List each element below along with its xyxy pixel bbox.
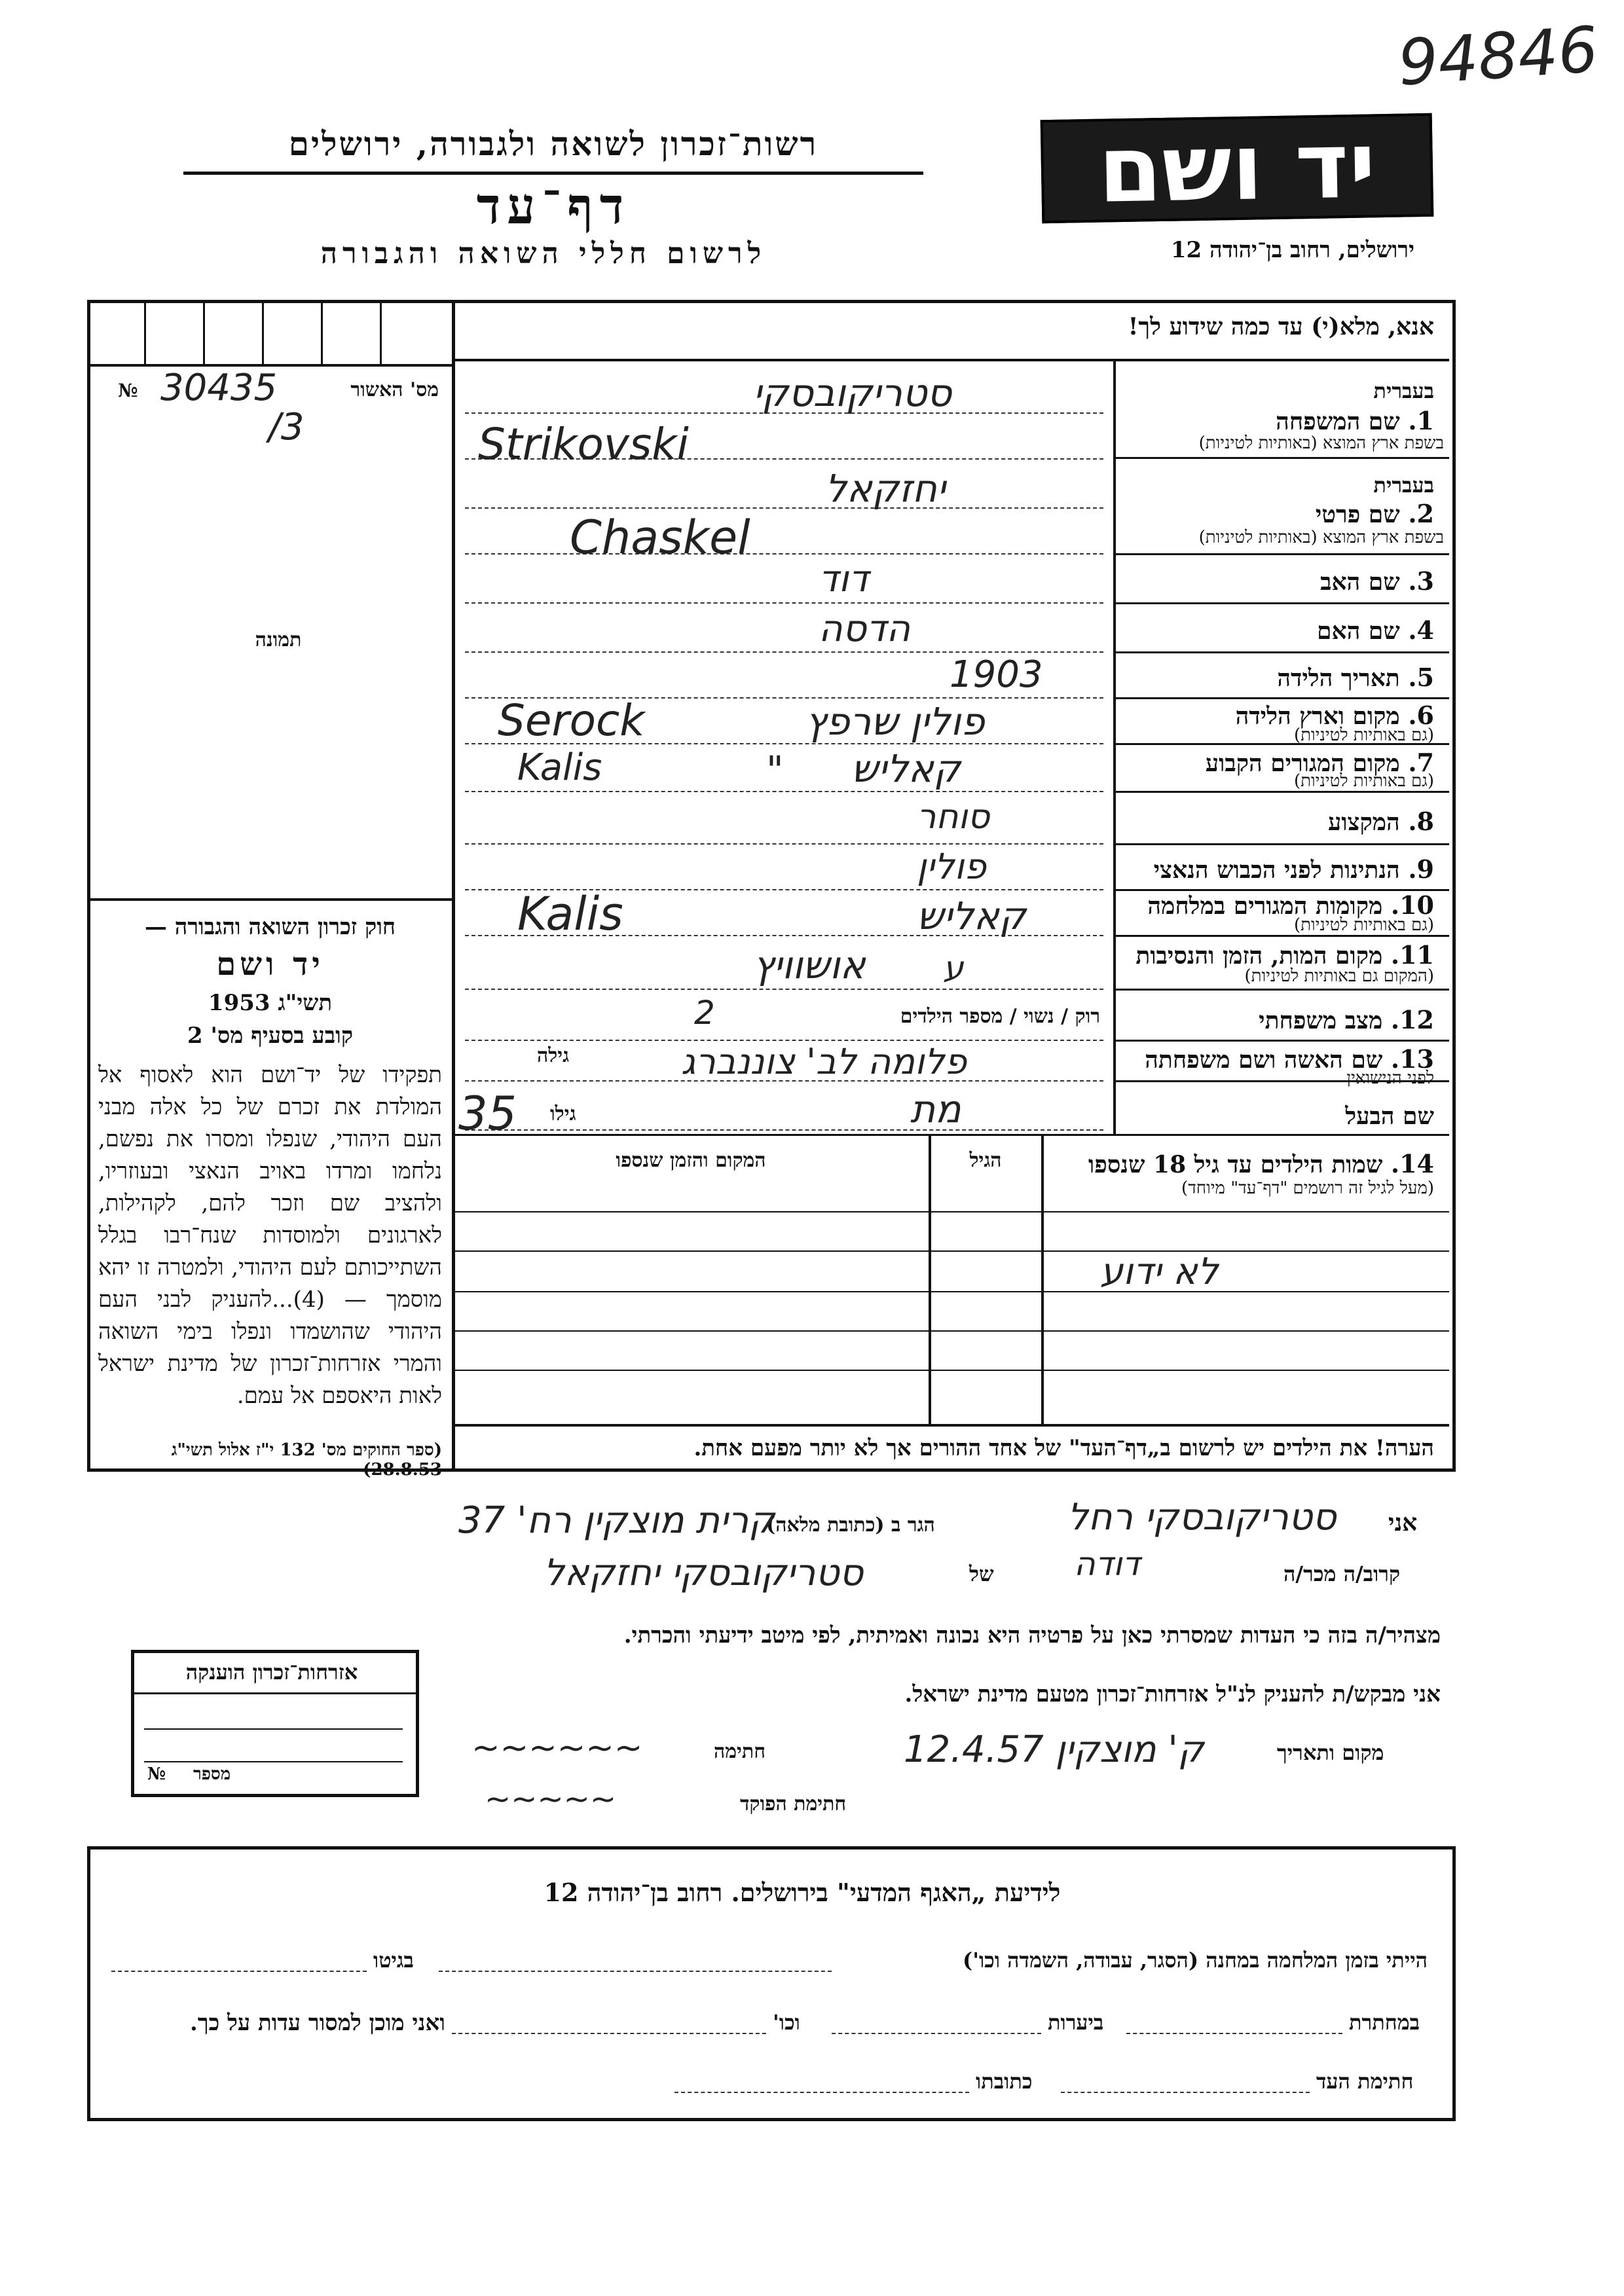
- field-11-label-text: מקום המות, הזמן והנסיבות: [1135, 942, 1383, 970]
- field-husband-age-value[interactable]: 35: [458, 1087, 517, 1140]
- field-3-label-text: שם האב: [1320, 568, 1400, 596]
- field-6-number: 6.: [1408, 701, 1434, 730]
- field-11-value-prefix: ע: [943, 949, 964, 987]
- field-1-value-hebrew[interactable]: סטריקובסקי: [753, 371, 952, 415]
- field-husband-age-label: גילו: [550, 1102, 576, 1125]
- field-8-value[interactable]: סוחר: [917, 797, 990, 837]
- signature-value[interactable]: ~~~~~~: [471, 1728, 643, 1768]
- authority-name: רשות־זכרון לשואה ולגבורה, ירושלים: [288, 124, 819, 163]
- field-1-label-text: שם המשפחה: [1276, 408, 1400, 435]
- declaration-relation-value[interactable]: דודה: [1074, 1545, 1140, 1583]
- field-13-label-text: שם האשה ושם משפחתה: [1145, 1046, 1383, 1074]
- declaration-declarant-name[interactable]: סטריקובסקי רחל: [1067, 1496, 1337, 1539]
- yad-vashem-logo: יד ושם: [1041, 113, 1434, 223]
- photo-label: תמונה: [255, 629, 302, 651]
- field-12-number: 12.: [1390, 1005, 1434, 1034]
- field-9-label-text: הנתינות לפני הכבוש הנאצי: [1153, 856, 1400, 884]
- field-6-value[interactable]: פולין שרפץ: [805, 699, 985, 744]
- field-3-number: 3.: [1408, 566, 1434, 596]
- field-10-value-latin[interactable]: Kalis: [517, 887, 623, 941]
- place-date-value[interactable]: ק' מוצקין 12.4.57: [904, 1728, 1204, 1771]
- declaration-address-label: הגר ב (כתובת מלאה): [766, 1514, 935, 1537]
- field-10-label-text: מקומות המגורים במלחמה: [1147, 892, 1383, 920]
- field-8-label-text: המקצוע: [1328, 809, 1400, 836]
- bottom-etc: וכו': [773, 2010, 800, 2035]
- field-11-value[interactable]: אושוויץ: [753, 943, 866, 987]
- field-2-label: [1316, 499, 1434, 528]
- field-1-number: 1.: [1408, 406, 1434, 435]
- field-3-value[interactable]: דוד: [819, 558, 869, 600]
- bottom-address: כתובתו: [976, 2069, 1033, 2094]
- field-husband-label: [1345, 1102, 1434, 1130]
- field-1-side: בעברית: [1373, 378, 1434, 403]
- children-value[interactable]: לא ידוע: [1100, 1250, 1219, 1293]
- field-11-number: 11.: [1390, 940, 1434, 970]
- memorial-citizenship-no-sign: №: [147, 1764, 166, 1784]
- field-9-value[interactable]: פולין: [917, 846, 986, 887]
- bottom-line1: הייתי בזמן המלחמה במחנה (הסגר, עבודה, השמדה וכו'): [963, 1948, 1428, 1973]
- field-11-sub: (המקום גם באותיות לטיניות): [1244, 966, 1434, 986]
- law-text: תפקידו של יד־ושם הוא לאסוף אל המולדת את זכרם של כל אלה מבני העם היהודי, שנפלו ומסרו את נפשם, נלחמו ומרדו באויב הנאצי ובעוזריו, ולהציב שם וזכר להם, לקהילות, לארגונים ולמוסדות שנח־רבו בגלל השתייכותם לעם היהודי, ולמטרה זו יהא מוסמך — (4)...להעניק לבני העם היהודי שהושמדו ונפלו בימי השואה והמרי אזרחות־זכרון של מדינת ישראל לאות היאספם אל עמם.: [98, 1062, 442, 1409]
- declaration-of-label: של: [969, 1561, 994, 1586]
- field-5-value[interactable]: 1903: [950, 653, 1043, 696]
- bottom-line1-end: בגיטו: [373, 1948, 414, 1973]
- declaration-of-value[interactable]: סטריקובסקי יחזקאל: [544, 1552, 864, 1594]
- field-8-number: 8.: [1408, 807, 1434, 836]
- memorial-citizenship-no-label: מספר: [193, 1764, 231, 1784]
- declaration-i-label: אני: [1388, 1509, 1418, 1537]
- signature-label: חתימה: [714, 1740, 766, 1763]
- field-7-number: 7.: [1408, 748, 1434, 777]
- law-year: תשי"ג 1953: [208, 990, 333, 1016]
- field-1-label: [1276, 406, 1434, 435]
- field-10-value[interactable]: קאליש: [917, 894, 1026, 938]
- official-signature-value[interactable]: ~~~~~: [485, 1781, 617, 1817]
- approval-no-sign: №: [118, 380, 138, 401]
- field-2-sub: בשפת ארץ המוצא (באותיות לטיניות): [1198, 528, 1444, 547]
- field-2-value-hebrew[interactable]: יחזקאל: [825, 466, 946, 511]
- field-5-label: [1277, 663, 1434, 692]
- approval-number-value: 30435: [160, 367, 278, 409]
- memorial-citizenship-title: אזרחות־זכרון הוענקה: [185, 1660, 358, 1685]
- field-7-value[interactable]: קאליש: [851, 746, 961, 791]
- law-reference: (ספר החוקים מס' 132 י"ז אלול תשי"ג 28.8.53): [171, 1440, 442, 1480]
- declaration-request: אני מבקש/ת להעניק לנ"ל אזרחות־זכרון מטעם מדינת ישראל.: [904, 1681, 1441, 1707]
- field-2-number: 2.: [1408, 499, 1434, 528]
- field-12-label-text: מצב משפחתי: [1259, 1007, 1383, 1034]
- law-name: יד ושם: [216, 946, 324, 983]
- field-7-value-ditto: ": [766, 748, 784, 792]
- field-12-options: רוק / נשוי / מספר הילדים: [900, 1005, 1100, 1028]
- field-9-number: 9.: [1408, 854, 1434, 884]
- field-5-label-text: תאריך הלידה: [1277, 665, 1400, 692]
- intro-instruction: אנא, מלא(י) עד כמה שידוע לך!: [1128, 313, 1434, 340]
- field-9-label: [1154, 854, 1434, 884]
- bottom-underground: במחתרת: [1349, 2010, 1420, 2035]
- field-13-age-label: גילה: [537, 1044, 570, 1067]
- declaration-relation-label: קרוב/ה מכר/ה: [1283, 1561, 1401, 1586]
- field-husband-value[interactable]: מת: [910, 1087, 961, 1131]
- field-13-number: 13.: [1390, 1044, 1434, 1074]
- field-6-sub: (גם באותיות לטיניות): [1293, 725, 1434, 745]
- bottom-forests: ביערות: [1048, 2010, 1104, 2035]
- field-12-label: [1259, 1005, 1434, 1034]
- header-address: ירושלים, רחוב בן־יהודה 12: [1170, 237, 1414, 263]
- field-11-label: [1135, 940, 1434, 970]
- children-sub: (מעל לגיל זה רושמים "דף־עד" מיוחד): [1181, 1178, 1434, 1198]
- place-date-label: מקום ותאריך: [1277, 1740, 1384, 1765]
- field-2-label-text: שם פרטי: [1315, 501, 1400, 528]
- field-2-value-latin[interactable]: Chaskel: [570, 511, 750, 564]
- official-signature-label: חתימת הפוקד: [740, 1793, 847, 1815]
- field-4-label-text: שם האם: [1316, 617, 1400, 645]
- field-1-value-latin[interactable]: Strikovski: [478, 419, 689, 469]
- field-7-value-latin[interactable]: Kalis: [517, 746, 602, 789]
- field-10-number: 10.: [1390, 890, 1434, 920]
- declaration-address-value[interactable]: קרית מוצקין רח' 37: [458, 1499, 775, 1542]
- children-col-place: המקום והזמן שנספו: [616, 1149, 766, 1172]
- approval-number-part: /3: [268, 406, 304, 448]
- field-10-sub: (גם באותיות לטיניות): [1293, 915, 1434, 935]
- field-5-number: 5.: [1408, 663, 1434, 692]
- children-label: [1088, 1149, 1434, 1178]
- field-husband-label-text: שם הבעל: [1345, 1102, 1434, 1130]
- field-13-value[interactable]: פלומה לב' צוננברג: [681, 1041, 967, 1082]
- field-2-side: בעברית: [1373, 473, 1434, 498]
- law-section: קובע בסעיף מס' 2: [187, 1023, 354, 1049]
- field-7-sub: (גם באותיות לטיניות): [1293, 771, 1434, 791]
- field-7-label-text: מקום המגורים הקבוע: [1205, 750, 1400, 777]
- law-heading: חוק זכרון השואה והגבורה —: [144, 914, 396, 940]
- field-6-label-text: מקום וארץ הלידה: [1235, 702, 1400, 730]
- field-12-children-count[interactable]: 2: [694, 994, 715, 1032]
- field-3-label: [1320, 566, 1434, 596]
- field-8-label: [1328, 807, 1434, 836]
- note-text: הערה! את הילדים יש לרשום ב„דף־העד" של אחד ההורים אך לא יותר מפעם אחת.: [693, 1435, 1434, 1461]
- field-6-value-latin[interactable]: Serock: [498, 695, 645, 746]
- bottom-witness-signature: חתימת העד: [1316, 2069, 1414, 2094]
- form-title: דף־עד: [476, 177, 631, 235]
- bottom-heading: לידיעת „האגף המדעי" בירושלים. רחוב בן־יהודה 12: [544, 1878, 1061, 1907]
- children-col-age: הגיל: [969, 1149, 1002, 1172]
- field-4-number: 4.: [1408, 615, 1434, 645]
- field-4-value[interactable]: הדסה: [819, 608, 911, 650]
- form-subtitle: לרשום חללי השואה והגבורה: [320, 237, 767, 270]
- field-13-sub: לפני הנישואין: [1346, 1068, 1434, 1088]
- archive-ref-number: 94846: [1395, 12, 1600, 100]
- children-number: 14.: [1390, 1149, 1434, 1178]
- bottom-willing: ואני מוכן למסור עדות על כך.: [190, 2010, 445, 2036]
- approval-number-label: מס' האשור: [350, 378, 439, 401]
- field-4-label: [1317, 615, 1434, 645]
- declaration-statement: מצהיר/ה בזה כי העדות שמסרתי כאן על פרטיה היא נכונה ואמיתית, לפי מיטב ידיעתי והכרתי.: [623, 1622, 1441, 1649]
- children-label-text: שמות הילדים עד גיל 18 שנספו: [1088, 1151, 1383, 1178]
- field-1-sub: בשפת ארץ המוצא (באותיות לטיניות): [1198, 433, 1444, 453]
